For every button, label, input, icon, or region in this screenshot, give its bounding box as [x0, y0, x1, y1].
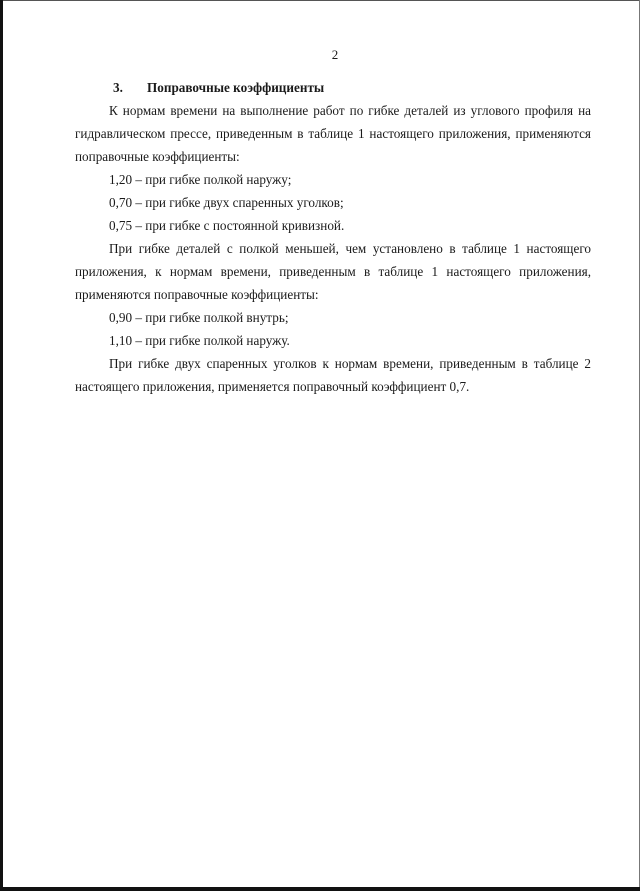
coefficient-item: 1,20 – при гибке полкой наружу;: [109, 172, 292, 187]
coefficient-item: 0,70 – при гибке двух спаренных уголков;: [109, 195, 344, 210]
intro-paragraph: К нормам времени на выполнение работ по гибке деталей из углового профиля на гидравлическом прессе, приведенным в таблице 1 настоящего приложения, применяются поправочные коэффициенты:: [75, 103, 591, 164]
section-title: Поправочные коэффициенты: [147, 80, 325, 95]
coefficient-item: 0,90 – при гибке полкой внутрь;: [109, 310, 289, 325]
scan-top-edge: [0, 0, 640, 1]
coefficient-item: 1,10 – при гибке полкой наружу.: [109, 333, 290, 348]
coefficient-item: 0,75 – при гибке с постоянной кривизной.: [109, 218, 345, 233]
smaller-flange-paragraph: При гибке деталей с полкой меньшей, чем установлено в таблице 1 настоящего приложения, к нормам времени, приведенным в таблице 1 настоящего приложения, применяются поправочные коэффициенты:: [75, 241, 591, 302]
section-number: 3.: [113, 80, 123, 95]
document-body: [75, 76, 591, 398]
paired-angles-line-2: настоящего приложения, применяется поправочный коэффициент 0,7.: [75, 379, 470, 394]
paired-angles-paragraph: [75, 352, 591, 398]
paired-angles-line-1: При гибке двух спаренных уголков к нормам времени, приведенным в таблице 2: [109, 356, 591, 371]
section-heading: [75, 76, 591, 99]
page-number: 2: [331, 47, 339, 62]
